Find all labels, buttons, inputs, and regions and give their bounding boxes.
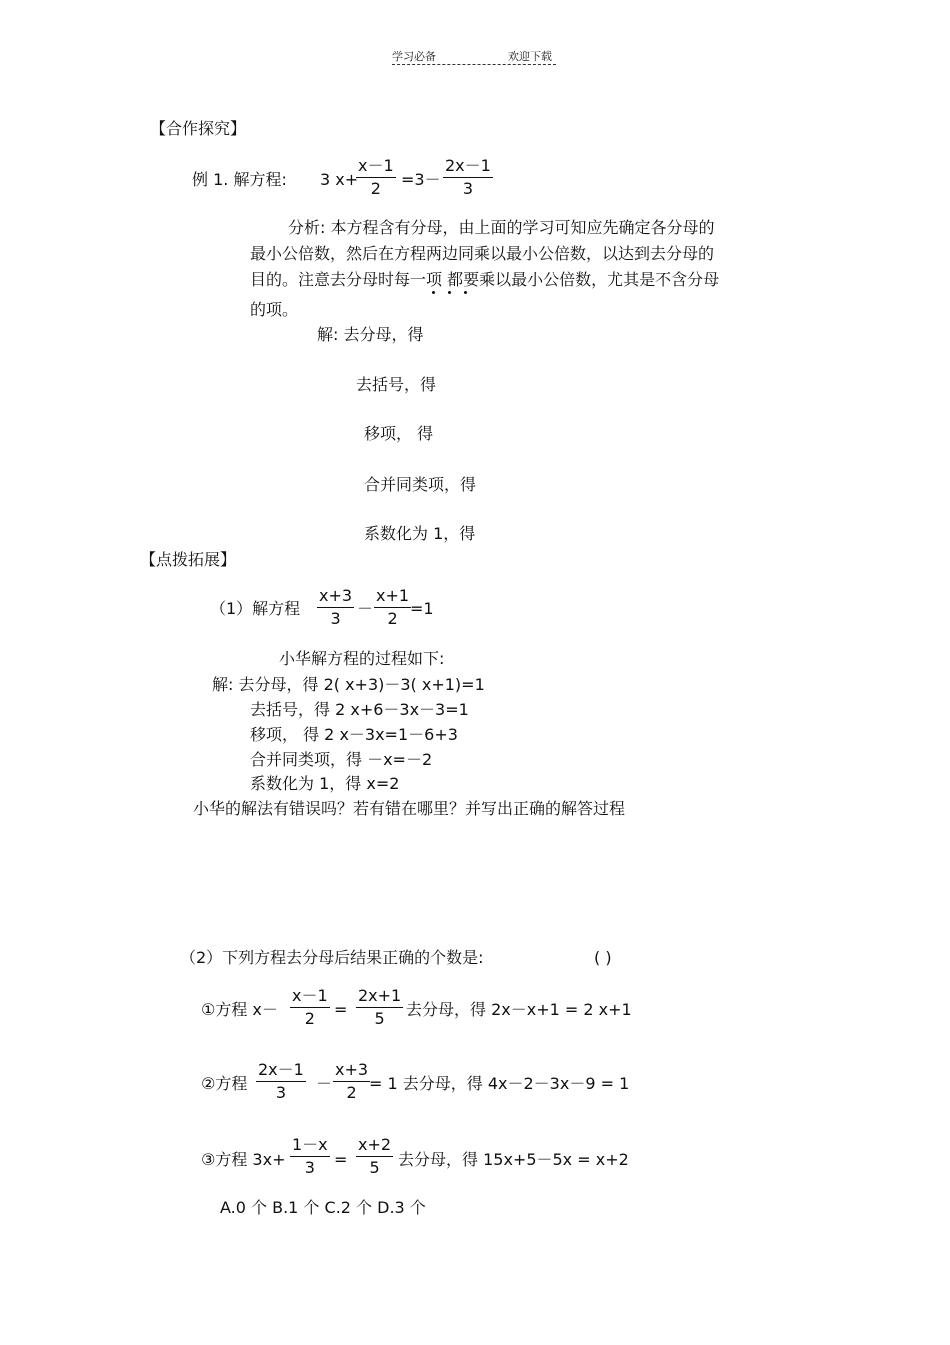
q2-item2-minus: － [316,1074,333,1093]
fraction-denominator: 5 [374,1009,385,1028]
fraction-denominator: 5 [369,1158,380,1177]
header-left: 学习必备 [392,50,436,63]
q2-item1-fraction-2 [356,988,403,1027]
fraction-numerator: x－1 [290,988,330,1008]
q2-item2-result: = 1 去分母，得 4x－2－3x－9 = 1 [369,1074,630,1093]
q1-fraction-2 [374,588,411,627]
q2-item1-fraction-1 [290,988,330,1027]
fraction-denominator: 2 [387,609,398,628]
example-fraction-2 [443,158,493,197]
q1-label: （1）解方程 [210,599,301,618]
q2-answer-options: A.0 个 B.1 个 C.2 个 D.3 个 [220,1198,426,1217]
header-right: 欢迎下载 [508,50,552,63]
analysis-line-2: 最小公倍数，然后在方程两边同乘以最小公倍数，以达到去分母的 [250,244,715,263]
fraction-numerator: 1－x [290,1137,330,1157]
analysis-line-3: 目的。注意去分母时每一项 都要乘以最小公倍数，尤其是不含分母 [250,270,720,289]
solution-line-5: 系数化为 1，得 x=2 [250,774,400,793]
fraction-denominator: 2 [346,1083,357,1102]
example-eq-a: 3 x+ [320,170,359,189]
fraction-numerator: x+3 [333,1062,370,1082]
q2-item2-fraction-2 [333,1062,370,1101]
q2-label: （2）下列方程去分母后结果正确的个数是: [180,948,484,967]
header-divider [392,64,556,65]
solution-line-1: 解: 去分母，得 2( x+3)－3( x+1)=1 [212,675,485,694]
fraction-denominator: 2 [370,179,381,198]
analysis-line-1: 分析: 本方程含有分母，由上面的学习可知应先确定各分母的 [288,218,715,237]
q1-rhs: =1 [410,599,434,618]
fraction-denominator: 3 [330,609,341,628]
example-eq-b: =3－ [401,170,441,189]
solution-line-3: 移项， 得 2 x－3x=1－6+3 [250,725,458,744]
q2-item1-equals: = [334,1000,348,1019]
step-combine-terms: 合并同类项，得 [364,475,477,494]
q2-item3-fraction-2 [356,1137,393,1176]
step-remove-denominator: 解: 去分母，得 [317,325,424,344]
emphasis-dot [464,291,467,294]
emphasis-dot [432,291,435,294]
fraction-numerator: x+3 [317,588,354,608]
example-fraction-1 [356,158,396,197]
solution-line-2: 去括号，得 2 x+6－3x－3=1 [250,700,469,719]
emphasis-dot [448,291,451,294]
fraction-numerator: x+1 [374,588,411,608]
fraction-numerator: x－1 [356,158,396,178]
q1-minus: － [357,599,374,618]
fraction-denominator: 2 [304,1009,315,1028]
q2-item3-fraction-1 [290,1137,330,1176]
q2-item3-result: 去分母，得 15x+5－5x = x+2 [398,1150,629,1169]
q2-item1-result: 去分母，得 2x－x+1 = 2 x+1 [406,1000,632,1019]
q1-fraction-1 [317,588,354,627]
step-coefficient-one: 系数化为 1，得 [364,524,476,543]
fraction-denominator: 3 [462,179,474,198]
step-move-terms: 移项， 得 [364,424,434,443]
fraction-numerator: 2x+1 [356,988,403,1008]
step-remove-brackets: 去括号，得 [356,375,437,394]
q2-item1-prefix: ①方程 x－ [201,1000,278,1019]
section-title-extension: 【点拨拓展】 [140,550,237,569]
q2-item3-equals: = [334,1150,348,1169]
example-label: 例 1. 解方程: [192,170,287,189]
error-question: 小华的解法有错误吗？若有错在哪里？并写出正确的解答过程 [193,799,626,818]
q2-answer-bracket: ( ) [594,948,612,967]
fraction-numerator: 2x－1 [443,158,493,178]
q2-item2-fraction-1 [256,1062,306,1101]
fraction-denominator: 3 [275,1083,287,1102]
q2-item3-prefix: ③方程 3x+ [201,1150,286,1169]
solution-intro: 小华解方程的过程如下: [279,649,445,668]
solution-line-4: 合并同类项，得 －x=－2 [250,750,433,769]
fraction-denominator: 3 [304,1158,315,1177]
fraction-numerator: x+2 [356,1137,393,1157]
analysis-line-4: 的项。 [250,300,299,319]
q2-item2-prefix: ②方程 [201,1074,248,1093]
fraction-numerator: 2x－1 [256,1062,306,1082]
section-title-cooperative: 【合作探究】 [150,119,247,138]
